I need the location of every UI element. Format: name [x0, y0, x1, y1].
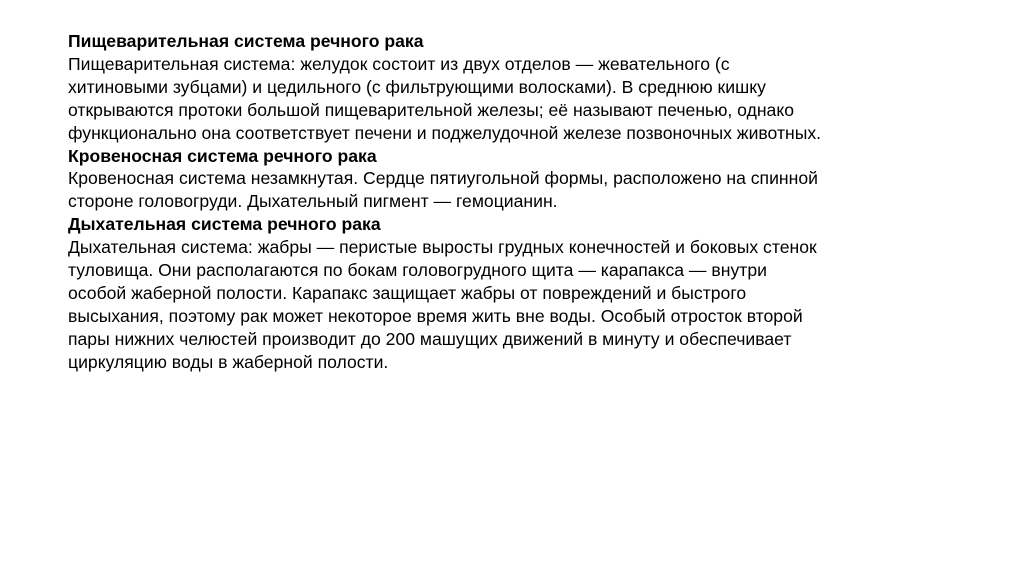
body-line: Дыхательная система: жабры — перистые выросты грудных конечностей и боковых стенок [68, 237, 817, 258]
body-line: Кровеносная система незамкнутая. Сердце пятиугольной формы, расположено на спинной [68, 168, 818, 189]
section-body [68, 236, 908, 373]
body-line: туловища. Они располагаются по бокам головогрудного щита — карапакса — внутри [68, 260, 767, 281]
body-line: стороне головогруди. Дыхательный пигмент — гемоцианин. [68, 191, 558, 212]
body-line: особой жаберной полости. Карапакс защищает жабры от повреждений и быстрого [68, 282, 747, 303]
section-digestive [68, 30, 908, 145]
body-line: циркуляцию воды в жаберной полости. [68, 351, 389, 372]
body-line: Пищеварительная система: желудок состоит из двух отделов — жевательного (с [68, 53, 730, 74]
section-circulatory [68, 145, 908, 214]
body-line: хитиновыми зубцами) и цедильного (с фильтрующими волосками). В среднюю кишку [68, 76, 766, 97]
text-block [68, 30, 908, 374]
section-body [68, 167, 908, 213]
section-body [68, 53, 908, 145]
body-line: высыхания, поэтому рак может некоторое время жить вне воды. Особый отросток второй [68, 305, 803, 326]
body-line: функционально она соответствует печени и поджелудочной железе позвоночных животных. [68, 122, 822, 143]
body-line: открываются протоки большой пищеварительной железы; её называют печенью, однако [68, 99, 795, 120]
body-line: пары нижних челюстей производит до 200 машущих движений в минуту и обеспечивает [68, 328, 792, 349]
section-heading: Дыхательная система речного рака [68, 214, 381, 235]
section-heading: Кровеносная система речного рака [68, 145, 377, 166]
section-respiratory [68, 213, 908, 373]
section-heading: Пищеварительная система речного рака [68, 31, 424, 51]
